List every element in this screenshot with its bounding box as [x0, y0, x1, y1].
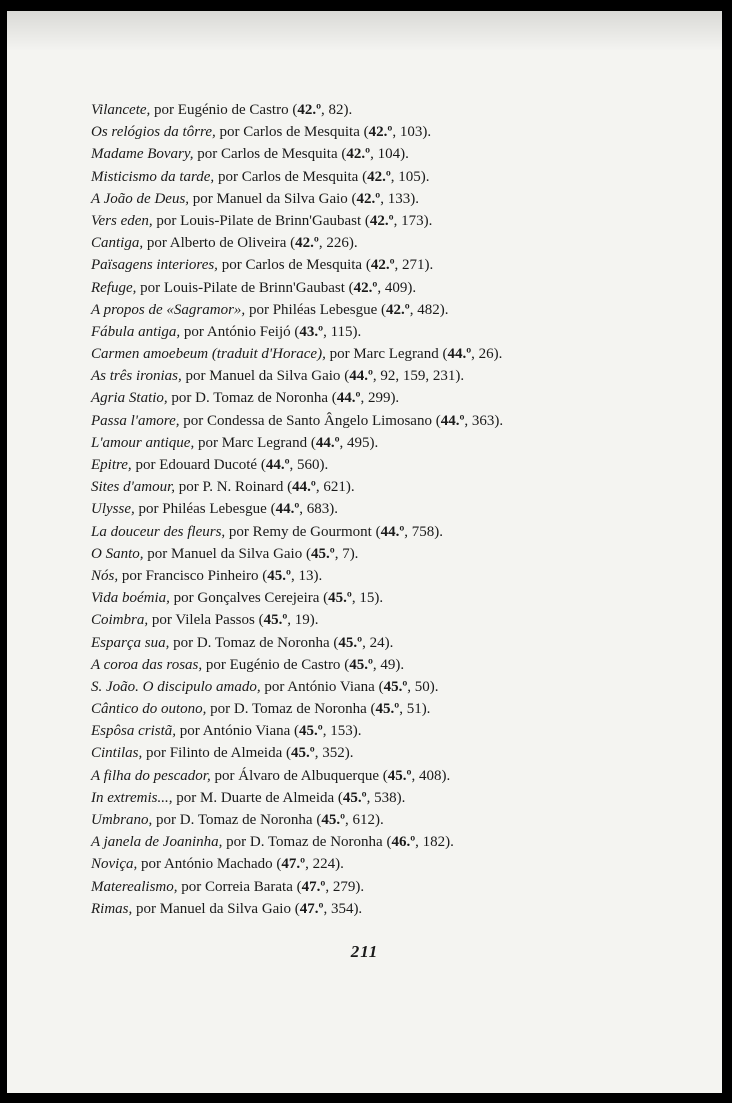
entry-author: António Feijó	[206, 323, 291, 340]
entry-by: por	[121, 567, 142, 584]
entry-by: por	[178, 479, 199, 496]
entry-title: Cintilas,	[91, 745, 143, 762]
entry-by: por	[197, 434, 218, 451]
entry-pages: 26	[478, 346, 494, 363]
entry-volume: 44.º	[349, 368, 373, 385]
index-entry: A filha do pescador, por Álvaro de Albuquerque (45.º, 408).	[91, 767, 451, 784]
entry-title: Carmen amoebeum (traduit d'Horace),	[91, 346, 326, 363]
entry-title: Misticismo da tarde,	[91, 168, 215, 185]
entry-by: por	[217, 168, 238, 185]
entry-volume: 44.º	[292, 479, 316, 496]
entry-title: O Santo,	[91, 545, 144, 562]
entry-by: por	[156, 212, 177, 229]
index-entry: Noviça, por António Machado (47.º, 224).	[91, 856, 344, 873]
page-shadow	[7, 11, 722, 51]
index-entry: Païsagens interiores, por Carlos de Mesquita (42.º, 271).	[91, 257, 434, 274]
entry-volume: 47.º	[299, 900, 324, 917]
entry-title: Esparça sua,	[91, 634, 170, 651]
entry-title: Nós,	[91, 567, 119, 584]
entry-by: por	[248, 301, 269, 318]
entry-volume: 45.º	[387, 767, 412, 784]
entry-title: As três ironias,	[91, 368, 182, 385]
entry-title: A coroa das rosas,	[91, 656, 203, 673]
entry-volume: 42.º	[356, 190, 381, 207]
entry-by: por	[151, 612, 172, 629]
entry-author: P. N. Roinard	[202, 479, 284, 496]
entry-pages: 19	[294, 612, 310, 629]
entry-author: António Viana	[287, 678, 375, 695]
entry-title: Vilancete,	[91, 102, 151, 118]
entry-title: Fábula antiga,	[91, 323, 181, 340]
entry-title: L'amour antique,	[91, 434, 195, 451]
entry-pages: 408	[418, 767, 442, 784]
entry-pages: 226	[326, 235, 349, 252]
index-entry: Vilancete, por Eugénio de Castro (42.º, 82).	[91, 102, 353, 118]
entry-by: por	[329, 346, 350, 363]
index-entry: Cintilas, por Filinto de Almeida (45.º, 352).	[91, 745, 354, 762]
entry-volume: 45.º	[321, 812, 346, 828]
entry-author: António Viana	[202, 723, 291, 740]
index-entry: Cantiga, por Alberto de Oliveira (42.º, 226).	[91, 235, 358, 252]
entry-volume: 42.º	[370, 257, 395, 274]
entry-pages: 279	[332, 878, 356, 895]
entry-pages: 133	[387, 190, 411, 207]
entry-pages: 15	[359, 590, 375, 607]
entry-pages: 103	[399, 124, 423, 141]
entry-volume: 45.º	[342, 789, 367, 806]
index-entry: Madame Bovary, por Carlos de Mesquita (42.º, 104).	[91, 146, 409, 163]
entry-author: Carlos de Mesquita	[220, 146, 338, 163]
entry-author: Philéas Lebesgue	[272, 301, 378, 318]
entry-pages: 363	[471, 412, 495, 429]
index-entry: Misticismo da tarde, por Carlos de Mesquita (42.º, 105).	[91, 168, 430, 185]
entry-title: Umbrano,	[91, 812, 153, 828]
index-entry: O Santo, por Manuel da Silva Gaio (45.º, 7).	[91, 545, 359, 562]
index-entry: Rimas, por Manuel da Silva Gaio (47.º, 354).	[91, 900, 363, 917]
entry-pages: 115	[330, 323, 353, 340]
index-entry: Passa l'amore, por Condessa de Santo Ângelo Limosano (44.º, 363).	[91, 412, 504, 429]
entry-author: D. Tomaz de Noronha	[195, 390, 328, 407]
entry-pages: 50	[414, 678, 430, 695]
entry-pages: 621	[323, 479, 346, 496]
book-page	[7, 11, 722, 1093]
entry-author: Carlos de Mesquita	[241, 168, 359, 185]
entry-title: Refuge,	[91, 279, 137, 296]
entry-by: por	[183, 412, 204, 429]
entry-volume: 43.º	[299, 323, 324, 340]
entry-author: Carlos de Mesquita	[245, 257, 363, 274]
entry-volume: 44.º	[275, 501, 300, 518]
entry-title: Passa l'amore,	[91, 412, 180, 429]
entry-author: Marc Legrand	[353, 346, 439, 363]
entry-pages: 495	[347, 434, 370, 451]
entry-by: por	[214, 767, 235, 784]
entry-pages: 49	[380, 656, 396, 673]
entry-volume: 45.º	[299, 723, 323, 740]
entry-pages: 13	[298, 567, 314, 584]
entry-volume: 45.º	[310, 545, 335, 562]
entry-title: Cantiga,	[91, 235, 144, 252]
entry-by: por	[154, 102, 175, 118]
index-entry: Vida boémia, por Gonçalves Cerejeira (45.º, 15).	[91, 590, 384, 607]
entry-title: Noviça,	[91, 856, 138, 873]
entry-title: A propos de «Sagramor»,	[91, 301, 246, 318]
entry-title: Materealismo,	[91, 878, 178, 895]
entry-volume: 42.º	[369, 212, 394, 229]
index-entry: Espôsa cristã, por António Viana (45.º, 153).	[91, 723, 362, 740]
entry-volume: 44.º	[336, 390, 361, 407]
entry-by: por	[146, 235, 167, 252]
entry-volume: 45.º	[267, 567, 291, 584]
entry-by: por	[138, 501, 159, 518]
entry-volume: 45.º	[349, 656, 373, 673]
index-entry: L'amour antique, por Marc Legrand (44.º, 495).	[91, 434, 379, 451]
entry-pages: 153	[330, 723, 353, 740]
entry-title: Sites d'amour,	[91, 479, 176, 496]
index-list	[91, 99, 691, 920]
entry-title: In extremis...,	[91, 789, 173, 806]
entry-pages: 482	[417, 301, 440, 318]
index-entry: La douceur des fleurs, por Remy de Gourmont (44.º, 758).	[91, 523, 444, 540]
entry-title: Rimas,	[91, 900, 133, 917]
entry-volume: 45.º	[383, 678, 408, 695]
index-entry: Umbrano, por D. Tomaz de Noronha (45.º, 612).	[91, 812, 384, 828]
index-entry: A janela de Joaninha, por D. Tomaz de Noronha (46.º, 182).	[91, 834, 454, 851]
entry-title: Vers eden,	[91, 212, 153, 229]
index-entry: Epitre, por Edouard Ducoté (44.º, 560).	[91, 457, 329, 473]
entry-title: A janela de Joaninha,	[91, 834, 223, 851]
entry-title: Os relógios da tôrre,	[91, 124, 216, 141]
entry-pages: 182	[422, 834, 446, 851]
entry-author: Louis-Pilate de Brinn'Gaubast	[180, 212, 362, 229]
entry-author: Francisco Pinheiro	[145, 567, 259, 584]
entry-pages: 560	[297, 457, 320, 473]
entry-by: por	[228, 523, 249, 540]
entry-by: por	[146, 745, 167, 762]
entry-by: por	[173, 634, 194, 651]
entry-author: D. Tomaz de Noronha	[196, 634, 330, 651]
entry-author: Remy de Gourmont	[252, 523, 372, 540]
entry-title: A João de Deus,	[91, 190, 190, 207]
entry-pages: 271	[402, 257, 425, 274]
index-entry: Fábula antiga, por António Feijó (43.º, 115).	[91, 323, 362, 340]
entry-title: Espôsa cristã,	[91, 723, 177, 740]
entry-author: Gonçalves Cerejeira	[197, 590, 320, 607]
index-entry: Refuge, por Louis-Pilate de Brinn'Gaubast (42.º, 409).	[91, 279, 417, 296]
entry-by: por	[141, 856, 161, 873]
index-entry: Nós, por Francisco Pinheiro (45.º, 13).	[91, 567, 323, 584]
entry-author: D. Tomaz de Noronha	[179, 812, 313, 828]
entry-author: Eugénio de Castro	[229, 656, 341, 673]
entry-pages: 92, 159, 231	[380, 368, 456, 385]
entry-volume: 45.º	[338, 634, 363, 651]
entry-by: por	[185, 368, 206, 385]
entry-author: António Machado	[163, 856, 273, 873]
entry-title: Ulysse,	[91, 501, 135, 518]
entry-by: por	[197, 146, 218, 163]
entry-title: Madame Bovary,	[91, 146, 194, 163]
index-entry: A propos de «Sagramor», por Philéas Lebesgue (42.º, 482).	[91, 301, 449, 318]
index-entry: Agria Statio, por D. Tomaz de Noronha (44.º, 299).	[91, 390, 400, 407]
entry-author: Eugénio de Castro	[177, 102, 289, 118]
entry-pages: 104	[377, 146, 401, 163]
entry-author: D. Tomaz de Noronha	[249, 834, 383, 851]
entry-author: Vilela Passos	[175, 612, 255, 629]
entry-by: por	[173, 590, 194, 607]
entry-volume: 42.º	[368, 124, 393, 141]
entry-pages: 173	[401, 212, 424, 229]
index-entry: A coroa das rosas, por Eugénio de Castro (45.º, 49).	[91, 656, 405, 673]
entry-pages: 683	[306, 501, 330, 518]
entry-title: Cântico do outono,	[91, 701, 207, 718]
index-entry: As três ironias, por Manuel da Silva Gaio (44.º, 92, 159, 231).	[91, 368, 465, 385]
entry-volume: 42.º	[386, 301, 410, 318]
entry-by: por	[221, 257, 242, 274]
entry-volume: 44.º	[440, 412, 465, 429]
entry-author: Manuel da Silva Gaio	[171, 545, 303, 562]
index-entry: Vers eden, por Louis-Pilate de Brinn'Gaubast (42.º, 173).	[91, 212, 433, 229]
entry-author: Louis-Pilate de Brinn'Gaubast	[163, 279, 345, 296]
entry-by: por	[135, 457, 156, 473]
entry-pages: 299	[367, 390, 391, 407]
entry-author: Manuel da Silva Gaio	[216, 190, 348, 207]
entry-by: por	[210, 701, 231, 718]
entry-author: Marc Legrand	[221, 434, 308, 451]
entry-author: Correia Barata	[205, 878, 293, 895]
entry-title: Vida boémia,	[91, 590, 170, 607]
index-entry: Carmen amoebeum (traduit d'Horace), por Marc Legrand (44.º, 26).	[91, 346, 503, 363]
index-entry: Esparça sua, por D. Tomaz de Noronha (45.º, 24).	[91, 634, 394, 651]
entry-author: Alberto de Oliveira	[169, 235, 287, 252]
entry-volume: 42.º	[295, 235, 319, 252]
entry-author: Álvaro de Albuquerque	[238, 767, 380, 784]
index-entry: Cântico do outono, por D. Tomaz de Noronha (45.º, 51).	[91, 701, 431, 718]
entry-title: Païsagens interiores,	[91, 257, 218, 274]
entry-volume: 45.º	[375, 701, 400, 718]
entry-volume: 44.º	[380, 523, 405, 540]
entry-by: por	[219, 124, 240, 141]
entry-volume: 42.º	[367, 168, 391, 185]
entry-volume: 42.º	[297, 102, 322, 118]
entry-author: Filinto de Almeida	[169, 745, 283, 762]
entry-author: Manuel da Silva Gaio	[159, 900, 291, 917]
entry-author: Carlos de Mesquita	[243, 124, 360, 141]
entry-pages: 82	[328, 102, 344, 118]
entry-author: M. Duarte de Almeida	[200, 789, 335, 806]
entry-by: por	[176, 789, 197, 806]
entry-by: por	[171, 390, 192, 407]
entry-by: por	[136, 900, 156, 917]
entry-title: Epitre,	[91, 457, 132, 473]
entry-author: Manuel da Silva Gaio	[209, 368, 341, 385]
entry-pages: 224	[312, 856, 336, 873]
entry-volume: 46.º	[391, 834, 416, 851]
entry-by: por	[183, 323, 204, 340]
entry-by: por	[179, 723, 200, 740]
entry-volume: 44.º	[265, 457, 290, 473]
entry-pages: 354	[330, 900, 354, 917]
entry-pages: 352	[322, 745, 345, 762]
entry-volume: 45.º	[263, 612, 288, 629]
index-entry: Sites d'amour, por P. N. Roinard (44.º, 621).	[91, 479, 355, 496]
entry-pages: 51	[406, 701, 422, 718]
entry-volume: 45.º	[328, 590, 352, 607]
entry-author: Condessa de Santo Ângelo Limosano	[206, 412, 432, 429]
entry-pages: 612	[352, 812, 376, 828]
entry-author: D. Tomaz de Noronha	[233, 701, 367, 718]
entry-by: por	[205, 656, 226, 673]
entry-pages: 105	[398, 168, 421, 185]
index-entry: Os relógios da tôrre, por Carlos de Mesquita (42.º, 103).	[91, 124, 432, 141]
entry-volume: 42.º	[346, 146, 371, 163]
index-entry: Coimbra, por Vilela Passos (45.º, 19).	[91, 612, 319, 629]
entry-by: por	[140, 279, 161, 296]
index-entry: In extremis..., por M. Duarte de Almeida (45.º, 538).	[91, 789, 406, 806]
entry-pages: 7	[342, 545, 350, 562]
index-entry: Materealismo, por Correia Barata (47.º, 279).	[91, 878, 365, 895]
entry-volume: 42.º	[353, 279, 378, 296]
entry-volume: 45.º	[291, 745, 315, 762]
entry-title: S. João. O discipulo amado,	[91, 678, 261, 695]
entry-by: por	[264, 678, 285, 695]
entry-author: Edouard Ducoté	[159, 457, 258, 473]
entry-title: La douceur des fleurs,	[91, 523, 226, 540]
entry-by: por	[147, 545, 168, 562]
entry-pages: 758	[411, 523, 435, 540]
index-entry: Ulysse, por Philéas Lebesgue (44.º, 683).	[91, 501, 339, 518]
index-entry: A João de Deus, por Manuel da Silva Gaio (42.º, 133).	[91, 190, 419, 207]
entry-volume: 47.º	[301, 878, 326, 895]
page-number: 211	[350, 942, 379, 961]
entry-pages: 24	[369, 634, 385, 651]
entry-by: por	[181, 878, 202, 895]
entry-by: por	[156, 812, 177, 828]
entry-title: Coimbra,	[91, 612, 149, 629]
index-entry: S. João. O discipulo amado, por António Viana (45.º, 50).	[91, 678, 439, 695]
entry-title: Agria Statio,	[91, 390, 168, 407]
entry-pages: 409	[384, 279, 408, 296]
entry-author: Philéas Lebesgue	[162, 501, 267, 518]
entry-volume: 47.º	[281, 856, 306, 873]
entry-pages: 538	[374, 789, 397, 806]
entry-volume: 44.º	[447, 346, 472, 363]
entry-title: A filha do pescador,	[91, 767, 211, 784]
entry-by: por	[226, 834, 247, 851]
entry-volume: 44.º	[315, 434, 340, 451]
entry-by: por	[192, 190, 213, 207]
